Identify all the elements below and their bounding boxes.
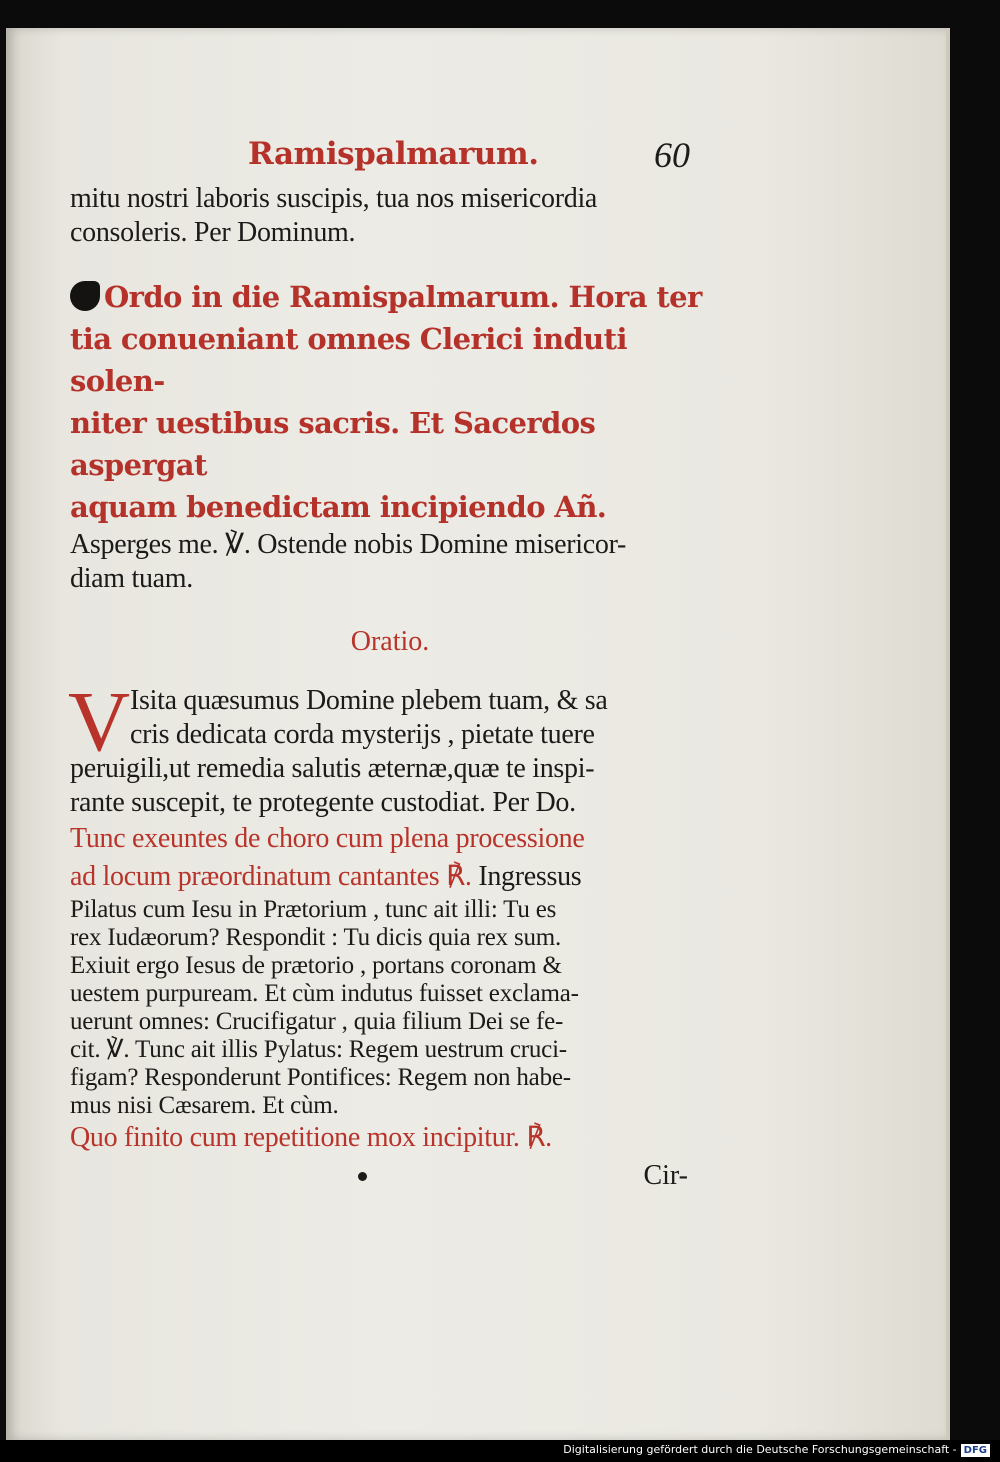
rubric-line: tia conueniant omnes Clerici induti solen- (70, 322, 627, 398)
text-line: Isita quæsumus Domine plebem tuam, & sa (130, 685, 608, 716)
catchword: Cir- (643, 1160, 688, 1191)
responsory-incipit: Ingressus (478, 861, 582, 892)
credit-text: Digitalisierung gefördert durch die Deutsche Forschungsgemeinschaft - (563, 1443, 957, 1456)
text-line: cris dedicata corda mysterijs , pietate tuere (130, 719, 595, 750)
rubric-ordo (70, 276, 710, 528)
antiphon (70, 528, 710, 596)
text-block (70, 128, 710, 1196)
prayer (68, 673, 710, 820)
running-head-title: Ramispalmarum. (248, 136, 539, 172)
paragraph-mark-icon (70, 281, 100, 311)
digitization-credit (563, 1443, 990, 1457)
oratio-heading: Oratio. (350, 626, 430, 657)
text-line: diam tuam. (70, 563, 193, 594)
text-line: cit. ℣. Tunc ait illis Pylatus: Regem uestrum cruci- (70, 1036, 567, 1063)
text-line: figam? Responderunt Pontifices: Regem non habe- (70, 1064, 571, 1091)
rubric-line: niter uestibus sacris. Et Sacerdos aspergat (70, 406, 596, 482)
dfg-logo: DFG (961, 1444, 990, 1457)
catchword-line (70, 1156, 710, 1196)
signature-dot (358, 1172, 367, 1181)
responsory (70, 896, 710, 1120)
text-line: mus nisi Cæsarem. Et cùm. (70, 1092, 339, 1119)
drop-initial: V (68, 673, 131, 769)
book-page (6, 28, 946, 1440)
text-line: Pilatus cum Iesu in Prætorium , tunc ait illi: Tu es (70, 896, 557, 923)
closing-rubric: Quo finito cum repetitione mox incipitur. ℟. (70, 1122, 552, 1153)
text-line: uerunt omnes: Crucifigatur , quia filium Dei se fe- (70, 1008, 564, 1035)
procession-rubric (70, 820, 710, 896)
text-line: mitu nostri laboris suscipis, tua nos misericordia (70, 183, 598, 214)
text-line: uestem purpuream. Et cùm indutus fuisset exclama- (70, 980, 579, 1007)
rubric-line: ad locum præordinatum cantantes ℟. (70, 861, 472, 892)
text-line: rante suscepit, te protegente custodiat. Per Do. (70, 787, 576, 818)
text-line: consoleris. Per Dominum. (70, 217, 356, 248)
page-edge (946, 28, 950, 1440)
rubric-line: aquam benedictam incipiendo Añ. (70, 490, 607, 524)
text-line: Exiuit ergo Iesus de prætorio , portans coronam & (70, 952, 562, 979)
folio-number: 60 (654, 135, 690, 175)
running-head (70, 128, 710, 182)
rubric-line: Tunc exeuntes de choro cum plena processione (70, 823, 585, 854)
text-line: Asperges me. ℣. Ostende nobis Domine misericor- (70, 529, 627, 560)
text-line: peruigili,ut remedia salutis æternæ,quæ te inspi- (70, 753, 595, 784)
text-line: rex Iudæorum? Respondit : Tu dicis quia rex sum. (70, 924, 562, 951)
opening-lines (70, 182, 710, 250)
rubric-line: Ordo in die Ramispalmarum. Hora ter (104, 280, 702, 314)
